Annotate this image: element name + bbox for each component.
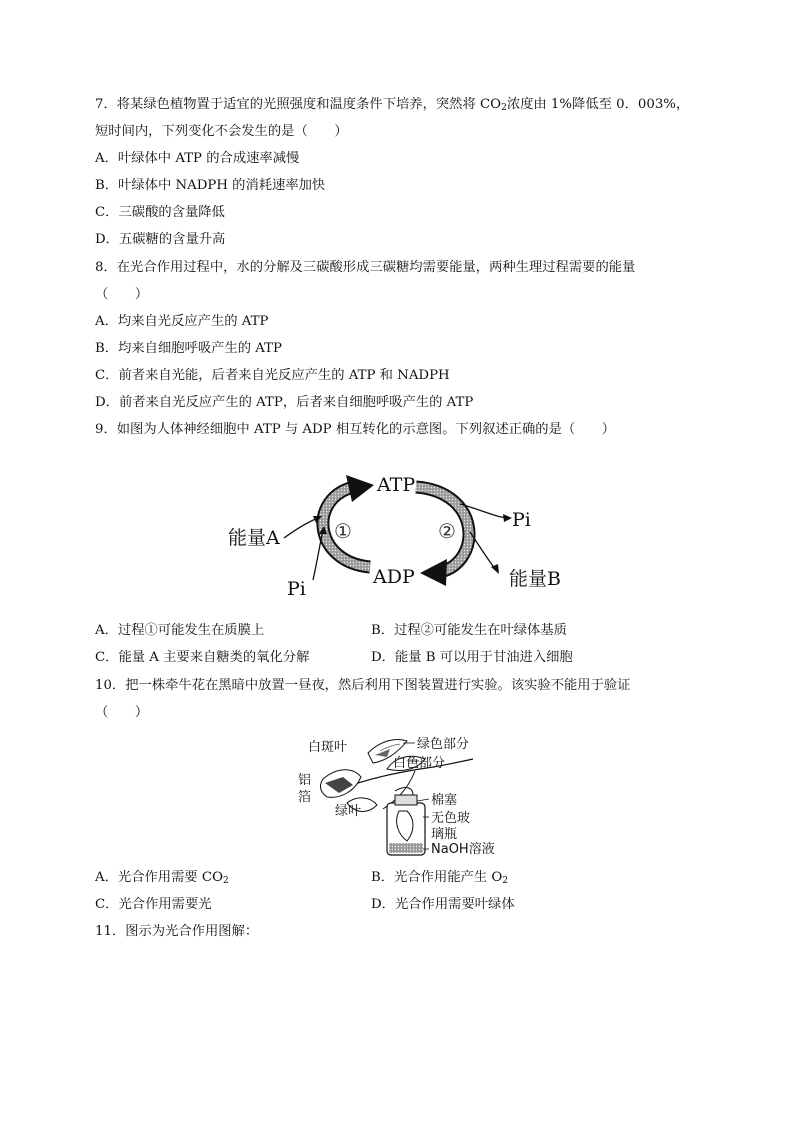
label-foil-2: 箔 [298,790,312,805]
q9-option-d: D．能量 B 可以用于甘油进入细胞 [371,650,573,665]
process-1-arrowhead [346,475,374,502]
label-variegated-leaf: 白斑叶 [308,740,348,755]
atp-adp-cycle-diagram [220,462,580,607]
q11-stem: 11．图示为光合作用图解： [95,924,259,939]
q10-option-d: D．光合作用需要叶绿体 [371,897,515,912]
label-bottle-1: 无色玻 [431,811,471,826]
q7-option-a: A．叶绿体中 ATP 的合成速率减慢 [95,151,300,166]
label-green-leaf: 绿叶 [335,804,362,819]
q8-option-c: C．前者来自光能，后者来自光反应产生的 ATP 和 NADPH [95,368,450,383]
energy-b-label: 能量B [509,568,561,590]
label-white-part: 白色部分 [393,756,446,771]
naoh-solution [389,843,423,853]
adp-label: ADP [373,566,415,588]
label-foil-1: 铝 [298,773,312,788]
pi-in-arrow [313,530,323,580]
q7-stem-line-2: 短时间内，下列变化不会发生的是（ ） [95,124,348,139]
process-1-label: ① [334,519,352,543]
label-naoh: NaOH溶液 [431,842,495,857]
q9-option-c: C．能量 A 主要来自糖类的氧化分解 [95,650,310,665]
energy-a-arrow [284,518,318,538]
process-2-arrowhead [420,559,447,586]
q10-stem-line-2: （ ） [95,705,149,720]
label-cotton: 棉塞 [431,793,458,808]
q9-stem: 9．如图为人体神经细胞中 ATP 与 ADP 相互转化的示意图。下列叙述正确的是（ ） [95,422,616,437]
label-bottle-2: 璃瓶 [431,827,458,842]
q7-option-b: B．叶绿体中 NADPH 的消耗速率加快 [95,178,326,193]
q8-stem-line-1: 8．在光合作用过程中，水的分解及三碳酸形成三碳糖均需要能量，两种生理过程需要的能量 [95,260,636,275]
q10-option-c: C．光合作用需要光 [95,897,212,912]
atp-label: ATP [377,474,416,496]
q8-option-a: A．均来自光反应产生的 ATP [95,314,269,329]
q8-option-b: B．均来自细胞呼吸产生的 ATP [95,341,282,356]
label-green-part: 绿色部分 [417,737,470,752]
pi-out-label: Pi [512,509,531,531]
leaf-experiment-diagram [295,731,515,861]
q8-option-d: D．前者来自光反应产生的 ATP，后者来自细胞呼吸产生的 ATP [95,395,474,410]
q7-option-c: C．三碳酸的含量降低 [95,205,225,220]
pi-in-label: Pi [287,578,306,600]
q9-option-a: A．过程①可能发生在质膜上 [95,623,265,638]
q10-option-b: B．光合作用能产生 $O_2$ [371,870,509,886]
process-2-label: ② [438,519,456,543]
q8-stem-line-2: （ ） [95,287,149,302]
energy-a-label: 能量A [228,527,280,549]
cotton-plug [395,795,417,805]
q10-stem-line-1: 10．把一株牵牛花在黑暗中放置一昼夜，然后利用下图装置进行实验。该实验不能用于验证 [95,678,631,693]
q9-option-b: B．过程②可能发生在叶绿体基质 [371,623,567,638]
energy-b-arrow [470,532,496,570]
q7-option-d: D．五碳糖的含量升高 [95,232,226,247]
q7-stem-line-1: 7．将某绿色植物置于适宜的光照强度和温度条件下培养，突然将 $CO_2$浓度由 1%降低至 0．003%， [95,97,690,113]
q10-option-a: A．光合作用需要 $CO_2$ [95,870,229,886]
